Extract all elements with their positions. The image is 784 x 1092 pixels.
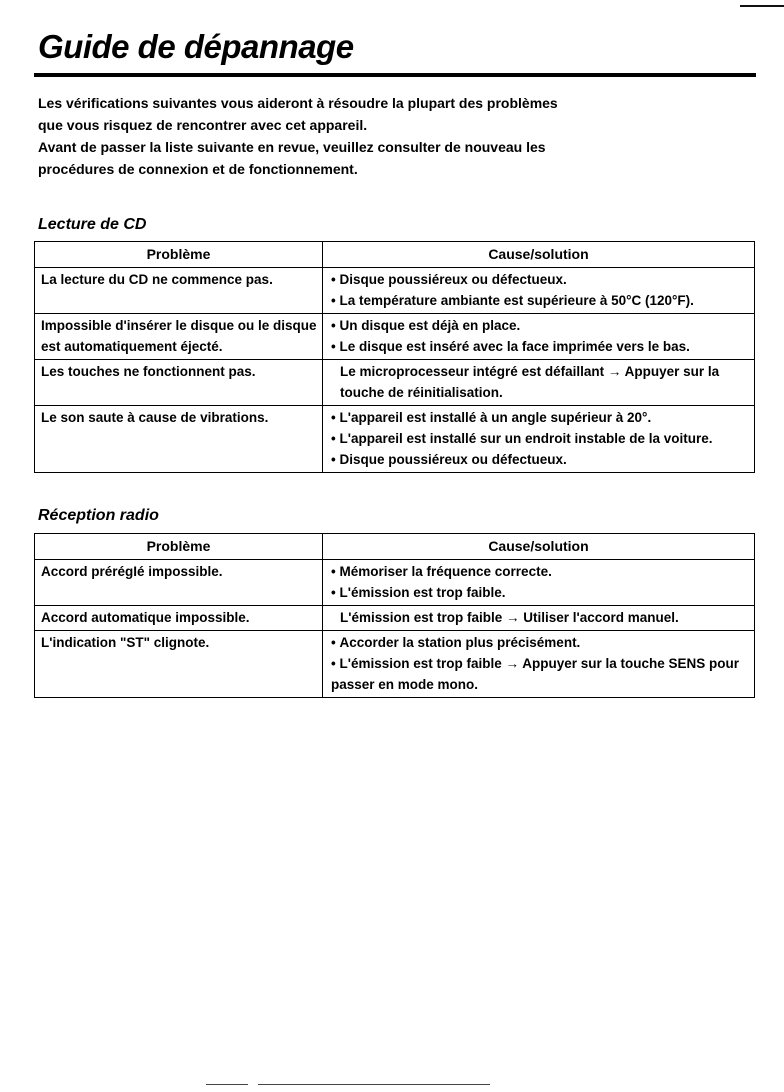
- table-row: [35, 631, 755, 698]
- solution-item: Le microprocesseur intégré est défaillant → Appuyer sur la touche de réinitialisation.: [340, 364, 720, 400]
- problem-cell: Le son saute à cause de vibrations.: [35, 406, 323, 473]
- table-header-row: [35, 534, 755, 560]
- solution-cell: [323, 560, 755, 606]
- table-row: [35, 360, 755, 406]
- page-title: Guide de dépannage: [38, 28, 354, 65]
- section-title-radio: Réception radio: [38, 507, 159, 524]
- solution-item: • L'émission est trop faible → Appuyer sur la touche SENS pour passer en mode mono.: [331, 653, 749, 695]
- problem-cell: Accord prérégIé impossible.: [35, 560, 323, 606]
- radio-troubleshooting-table: [34, 533, 755, 698]
- problem-cell: L'indication "ST" clignote.: [35, 631, 323, 698]
- section-title-cd: Lecture de CD: [38, 216, 147, 233]
- solution-cell: [323, 268, 755, 314]
- solution-item: • Mémoriser la fréquence correcte.: [331, 561, 749, 582]
- intro-paragraph-2: Avant de passer la liste suivante en revue, veuillez consulter de nouveau les procédures de connexion et de fonctionnement.: [38, 139, 546, 177]
- header-cause-solution: Cause/solution: [323, 242, 755, 268]
- title-rule: [34, 73, 756, 77]
- cd-troubleshooting-table: [34, 241, 755, 473]
- intro-text: [38, 92, 558, 180]
- solution-item: L'émission est trop faible → Utiliser l'accord manuel.: [340, 610, 679, 625]
- header-problem: Problème: [35, 534, 323, 560]
- solution-cell: [323, 360, 755, 406]
- problem-cell: Accord automatique impossible.: [35, 606, 323, 631]
- solution-item: • Accorder la station plus précisément.: [331, 632, 749, 653]
- table-row: [35, 560, 755, 606]
- bottom-edge-mark: [206, 1084, 248, 1085]
- problem-cell: La lecture du CD ne commence pas.: [35, 268, 323, 314]
- table-row: [35, 606, 755, 631]
- solution-item: • Un disque est déjà en place.: [331, 315, 749, 336]
- table-row: [35, 406, 755, 473]
- solution-item: • Disque poussiéreux ou défectueux.: [331, 269, 749, 290]
- solution-cell: [323, 406, 755, 473]
- solution-item: • L'émission est trop faible.: [331, 582, 749, 603]
- table-row: [35, 314, 755, 360]
- solution-item: • L'appareil est installé à un angle supérieur à 20°.: [331, 407, 749, 428]
- problem-cell: Les touches ne fonctionnent pas.: [35, 360, 323, 406]
- problem-cell: Impossible d'insérer le disque ou le disque est automatiquement éjecté.: [35, 314, 323, 360]
- table-row: [35, 268, 755, 314]
- solution-item: • Disque poussiéreux ou défectueux.: [331, 449, 749, 470]
- bottom-edge-mark: [258, 1084, 490, 1085]
- intro-paragraph-1: Les vérifications suivantes vous aideront à résoudre la plupart des problèmes que vous risquez de rencontrer avec cet appareil.: [38, 95, 558, 133]
- header-problem: Problème: [35, 242, 323, 268]
- solution-item: • La température ambiante est supérieure à 50°C (120°F).: [331, 290, 749, 311]
- header-cause-solution: Cause/solution: [323, 534, 755, 560]
- corner-mark: [740, 5, 784, 7]
- solution-cell: [323, 314, 755, 360]
- solution-item: • Le disque est inséré avec la face imprimée vers le bas.: [331, 336, 749, 357]
- solution-cell: [323, 631, 755, 698]
- solution-item: • L'appareil est installé sur un endroit instable de la voiture.: [331, 428, 749, 449]
- table-header-row: [35, 242, 755, 268]
- solution-cell: [323, 606, 755, 631]
